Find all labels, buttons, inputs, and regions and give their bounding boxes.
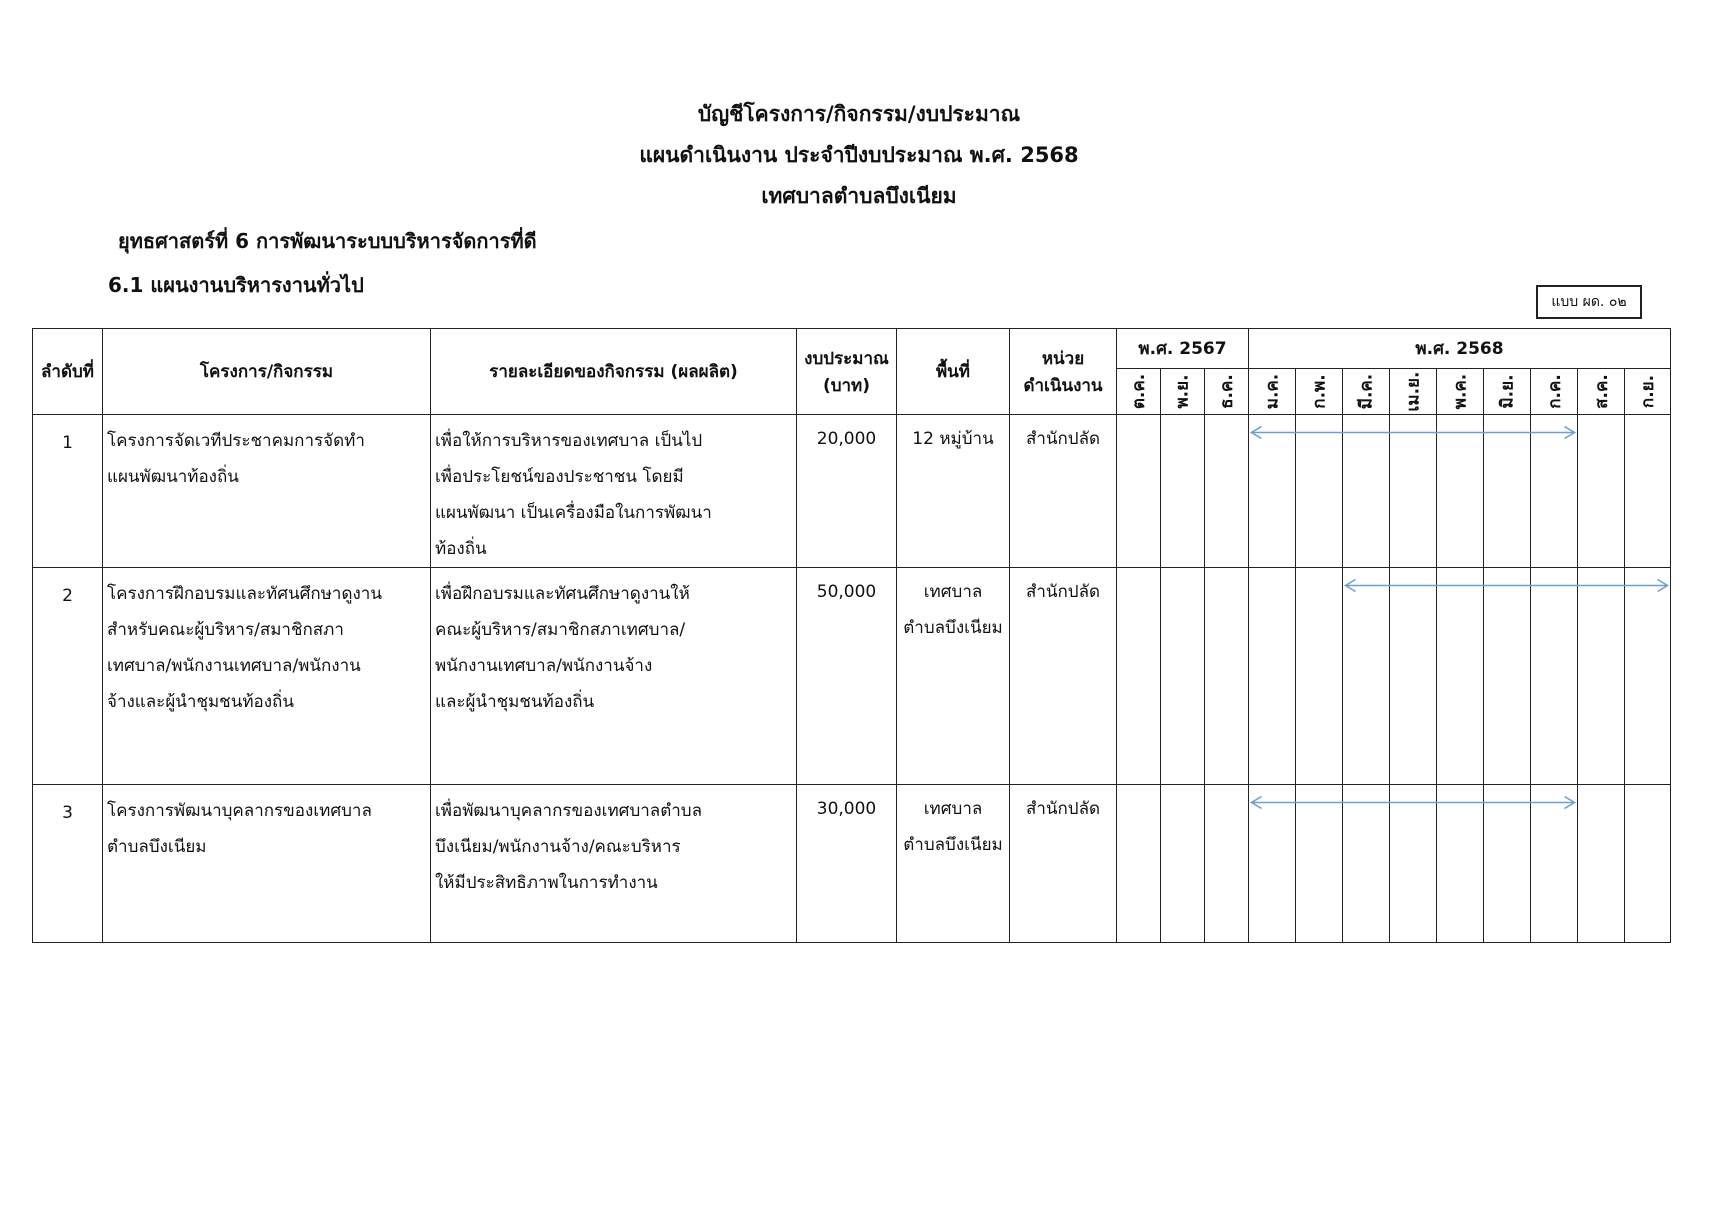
row-area	[897, 568, 1010, 785]
area-line: ตำบลบึงเนียม	[903, 835, 1003, 855]
row-detail	[431, 415, 797, 568]
area-line: เทศบาล	[923, 582, 983, 602]
detail-line: เพื่อประโยชน์ของประชาชน โดยมี	[435, 467, 684, 487]
month-header-1	[1161, 369, 1205, 415]
month-label: ม.ค.	[1262, 373, 1283, 410]
title-line-2: แผนดำเนินงาน ประจำปีงบประมาณ พ.ศ. 2568	[639, 143, 1079, 167]
month-cell	[1343, 785, 1390, 943]
month-cell	[1578, 415, 1625, 568]
month-cell	[1249, 568, 1296, 785]
project-line: จ้างและผู้นำชุมชนท้องถิ่น	[107, 692, 294, 712]
form-code-badge: แบบ ผด. ๐๒	[1536, 285, 1642, 319]
area-line: 12 หมู่บ้าน	[912, 429, 994, 449]
month-cell	[1161, 785, 1205, 943]
row-area	[897, 415, 1010, 568]
detail-line: บึงเนียม/พนักงานจ้าง/คณะบริหาร	[435, 837, 681, 857]
project-line: โครงการจัดเวทีประชาคมการจัดทำ	[107, 431, 365, 451]
month-cell	[1117, 785, 1161, 943]
plan-heading: 6.1 แผนงานบริหารงานทั่วไป	[108, 273, 364, 297]
detail-line: พนักงานเทศบาล/พนักงานจ้าง	[435, 656, 653, 676]
month-header-11	[1625, 369, 1671, 415]
month-header-6	[1390, 369, 1437, 415]
month-cell	[1205, 415, 1249, 568]
header-detail: รายละเอียดของกิจกรรม (ผลผลิต)	[431, 329, 797, 415]
area-line: ตำบลบึงเนียม	[903, 618, 1003, 638]
header-unit	[1010, 329, 1117, 415]
month-cell	[1343, 415, 1390, 568]
table-body	[33, 415, 1671, 943]
detail-line: เพื่อพัฒนาบุคลากรของเทศบาลตำบล	[435, 801, 702, 821]
month-cell	[1484, 785, 1531, 943]
month-cell	[1578, 785, 1625, 943]
row-budget: 50,000	[797, 568, 897, 785]
month-header-10	[1578, 369, 1625, 415]
header-no: ลำดับที่	[33, 329, 103, 415]
month-cell	[1343, 568, 1390, 785]
project-line: โครงการพัฒนาบุคลากรของเทศบาล	[107, 801, 372, 821]
month-cell	[1161, 415, 1205, 568]
header-project: โครงการ/กิจกรรม	[103, 329, 431, 415]
month-label: ต.ค.	[1128, 373, 1149, 410]
month-cell	[1249, 415, 1296, 568]
month-cell	[1296, 568, 1343, 785]
month-header-4	[1296, 369, 1343, 415]
month-header-9	[1531, 369, 1578, 415]
month-cell	[1161, 568, 1205, 785]
month-header-5	[1343, 369, 1390, 415]
month-cell	[1117, 568, 1161, 785]
month-label: พ.ค.	[1450, 373, 1471, 410]
header-budget	[797, 329, 897, 415]
row-detail	[431, 785, 797, 943]
row-budget: 20,000	[797, 415, 897, 568]
month-cell	[1531, 568, 1578, 785]
month-header-7	[1437, 369, 1484, 415]
month-header-0	[1117, 369, 1161, 415]
area-line: เทศบาล	[923, 799, 983, 819]
row-area	[897, 785, 1010, 943]
row-number: 3	[33, 785, 103, 943]
detail-line: เพื่อให้การบริหารของเทศบาล เป็นไป	[435, 431, 703, 451]
detail-line: แผนพัฒนา เป็นเครื่องมือในการพัฒนา	[435, 503, 712, 523]
month-cell	[1625, 415, 1671, 568]
month-cell	[1296, 415, 1343, 568]
month-cell	[1437, 785, 1484, 943]
month-cell	[1484, 415, 1531, 568]
row-number: 2	[33, 568, 103, 785]
month-label: ส.ค.	[1591, 374, 1612, 409]
month-cell	[1531, 415, 1578, 568]
month-label: มี.ค.	[1356, 373, 1377, 410]
detail-line: คณะผู้บริหาร/สมาชิกสภาเทศบาล/	[435, 620, 686, 640]
month-cell	[1249, 785, 1296, 943]
title-line-3: เทศบาลตำบลบึงเนียม	[761, 184, 957, 208]
header-unit-line-2: ดำเนินงาน	[1023, 375, 1103, 396]
month-cell	[1578, 568, 1625, 785]
header-year-2567: พ.ศ. 2567	[1117, 329, 1249, 369]
month-header-8	[1484, 369, 1531, 415]
month-cell	[1625, 785, 1671, 943]
detail-line: เพื่อฝึกอบรมและทัศนศึกษาดูงานให้	[435, 584, 690, 604]
header-unit-line-1: หน่วย	[1041, 348, 1085, 369]
month-label: มิ.ย.	[1497, 374, 1518, 409]
project-line: ตำบลบึงเนียม	[107, 837, 207, 857]
row-budget: 30,000	[797, 785, 897, 943]
title-line-1: บัญชีโครงการ/กิจกรรม/งบประมาณ	[697, 102, 1021, 126]
month-label: เม.ย.	[1403, 371, 1424, 412]
row-unit: สำนักปลัด	[1010, 415, 1117, 568]
table-row	[33, 568, 1671, 785]
detail-line: และผู้นำชุมชนท้องถิ่น	[435, 692, 595, 712]
header-budget-line-1: งบประมาณ	[804, 348, 889, 369]
month-cell	[1390, 568, 1437, 785]
header-year-2568: พ.ศ. 2568	[1249, 329, 1671, 369]
month-cell	[1117, 415, 1161, 568]
detail-line: ท้องถิ่น	[435, 539, 487, 559]
month-cell	[1437, 415, 1484, 568]
strategy-heading: ยุทธศาสตร์ที่ 6 การพัฒนาระบบบริหารจัดการที่ดี	[118, 229, 537, 253]
row-project	[103, 568, 431, 785]
row-detail	[431, 568, 797, 785]
table-row	[33, 785, 1671, 943]
project-line: โครงการฝึกอบรมและทัศนศึกษาดูงาน	[107, 584, 382, 604]
month-label: ก.ย.	[1637, 374, 1658, 409]
month-cell	[1390, 415, 1437, 568]
month-cell	[1531, 785, 1578, 943]
detail-line: ให้มีประสิทธิภาพในการทำงาน	[435, 873, 658, 893]
month-cell	[1390, 785, 1437, 943]
month-cell	[1205, 568, 1249, 785]
month-cell	[1484, 568, 1531, 785]
month-cell	[1296, 785, 1343, 943]
header-budget-line-2: (บาท)	[822, 375, 871, 396]
month-label: ก.ค.	[1544, 374, 1565, 409]
row-project	[103, 415, 431, 568]
table-row	[33, 415, 1671, 568]
project-schedule-table	[32, 328, 1671, 943]
month-cell	[1625, 568, 1671, 785]
month-cell	[1437, 568, 1484, 785]
project-line: เทศบาล/พนักงานเทศบาล/พนักงาน	[107, 656, 361, 676]
row-unit: สำนักปลัด	[1010, 568, 1117, 785]
header-area: พื้นที่	[897, 329, 1010, 415]
row-unit: สำนักปลัด	[1010, 785, 1117, 943]
month-label: ก.พ.	[1309, 374, 1330, 409]
project-line: สำหรับคณะผู้บริหาร/สมาชิกสภา	[107, 620, 344, 640]
month-header-3	[1249, 369, 1296, 415]
document-title	[0, 94, 1718, 217]
month-header-2	[1205, 369, 1249, 415]
project-line: แผนพัฒนาท้องถิ่น	[107, 467, 239, 487]
month-label: พ.ย.	[1173, 374, 1193, 409]
row-number: 1	[33, 415, 103, 568]
month-label: ธ.ค.	[1216, 374, 1237, 409]
row-project	[103, 785, 431, 943]
month-cell	[1205, 785, 1249, 943]
